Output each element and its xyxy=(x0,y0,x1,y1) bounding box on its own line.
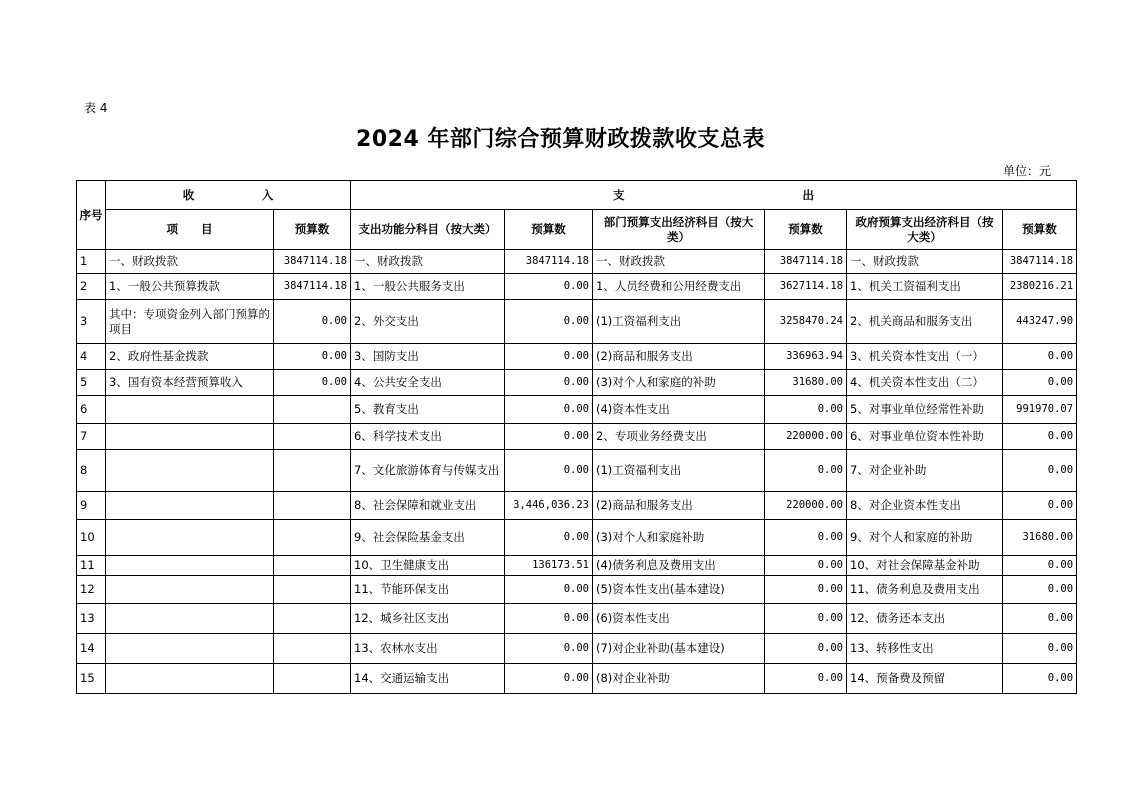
func-value: 136173.51 xyxy=(505,556,593,576)
func-header: 支出功能分科目（按大类） xyxy=(351,210,505,250)
func-item: 14、交通运输支出 xyxy=(351,664,505,694)
gov-econ-item: 8、对企业资本性支出 xyxy=(847,492,1003,520)
func-value: 0.00 xyxy=(505,424,593,450)
income-value: 3847114.18 xyxy=(274,250,351,274)
income-item: 其中：专项资金列入部门预算的项目 xyxy=(106,300,274,344)
income-item: 2、政府性基金拨款 xyxy=(106,344,274,370)
func-value: 0.00 xyxy=(505,450,593,492)
func-item: 一、财政拨款 xyxy=(351,250,505,274)
table-row xyxy=(77,556,1077,576)
gov-econ-value: 0.00 xyxy=(1003,450,1077,492)
dept-econ-value: 0.00 xyxy=(765,604,847,634)
income-value xyxy=(274,556,351,576)
gov-econ-value: 0.00 xyxy=(1003,344,1077,370)
income-item xyxy=(106,664,274,694)
table-row xyxy=(77,370,1077,396)
income-item xyxy=(106,604,274,634)
table-row xyxy=(77,250,1077,274)
gov-econ-item: 5、对事业单位经常性补助 xyxy=(847,396,1003,424)
dept-econ-value: 0.00 xyxy=(765,520,847,556)
income-value xyxy=(274,634,351,664)
gov-econ-item: 1、机关工资福利支出 xyxy=(847,274,1003,300)
table-row xyxy=(77,664,1077,694)
dept-econ-value: 0.00 xyxy=(765,576,847,604)
gov-econ-item: 11、债务利息及费用支出 xyxy=(847,576,1003,604)
table-row xyxy=(77,344,1077,370)
func-item: 2、外交支出 xyxy=(351,300,505,344)
gov-econ-item: 14、预备费及预留 xyxy=(847,664,1003,694)
func-value: 0.00 xyxy=(505,634,593,664)
income-value: 3847114.18 xyxy=(274,274,351,300)
row-number: 4 xyxy=(77,344,106,370)
dept-econ-value: 0.00 xyxy=(765,556,847,576)
income-value xyxy=(274,664,351,694)
table-row xyxy=(77,520,1077,556)
func-item: 8、社会保障和就业支出 xyxy=(351,492,505,520)
row-number: 10 xyxy=(77,520,106,556)
dept-econ-value: 3258470.24 xyxy=(765,300,847,344)
table-row xyxy=(77,396,1077,424)
func-item: 12、城乡社区支出 xyxy=(351,604,505,634)
gov-econ-value: 3847114.18 xyxy=(1003,250,1077,274)
income-value xyxy=(274,604,351,634)
gov-econ-item: 3、机关资本性支出（一） xyxy=(847,344,1003,370)
dept-econ-value: 220000.00 xyxy=(765,424,847,450)
income-item: 3、国有资本经营预算收入 xyxy=(106,370,274,396)
gov-econ-value: 991970.07 xyxy=(1003,396,1077,424)
income-item xyxy=(106,520,274,556)
row-number: 7 xyxy=(77,424,106,450)
table-row xyxy=(77,274,1077,300)
dept-econ-item: (4)债务利息及费用支出 xyxy=(593,556,765,576)
func-item: 6、科学技术支出 xyxy=(351,424,505,450)
func-value: 0.00 xyxy=(505,576,593,604)
gov-econ-value: 0.00 xyxy=(1003,370,1077,396)
dept-econ-item: (2)商品和服务支出 xyxy=(593,492,765,520)
income-item xyxy=(106,556,274,576)
table-row xyxy=(77,576,1077,604)
table-row xyxy=(77,450,1077,492)
gov-budget-header: 预算数 xyxy=(1003,210,1077,250)
table-row xyxy=(77,492,1077,520)
income-value: 0.00 xyxy=(274,370,351,396)
gov-econ-item: 一、财政拨款 xyxy=(847,250,1003,274)
dept-econ-item: (6)资本性支出 xyxy=(593,604,765,634)
dept-budget-header: 预算数 xyxy=(765,210,847,250)
expense-header: 支 出 xyxy=(351,181,1077,210)
gov-econ-value: 0.00 xyxy=(1003,664,1077,694)
income-header: 收 入 xyxy=(106,181,351,210)
func-value: 0.00 xyxy=(505,664,593,694)
income-item xyxy=(106,576,274,604)
dept-econ-value: 336963.94 xyxy=(765,344,847,370)
unit-label: 单位：元 xyxy=(1003,164,1052,178)
income-value xyxy=(274,492,351,520)
gov-econ-value: 0.00 xyxy=(1003,556,1077,576)
dept-econ-value: 3847114.18 xyxy=(765,250,847,274)
gov-econ-item: 4、机关资本性支出（二） xyxy=(847,370,1003,396)
row-number: 3 xyxy=(77,300,106,344)
gov-econ-value: 0.00 xyxy=(1003,424,1077,450)
gov-econ-item: 2、机关商品和服务支出 xyxy=(847,300,1003,344)
row-number: 12 xyxy=(77,576,106,604)
table-row xyxy=(77,300,1077,344)
gov-econ-item: 12、债务还本支出 xyxy=(847,604,1003,634)
row-number: 11 xyxy=(77,556,106,576)
income-item: 1、一般公共预算拨款 xyxy=(106,274,274,300)
dept-econ-item: (1)工资福利支出 xyxy=(593,450,765,492)
dept-econ-item: (2)商品和服务支出 xyxy=(593,344,765,370)
table-row xyxy=(77,424,1077,450)
func-budget-header: 预算数 xyxy=(505,210,593,250)
income-item: 一、财政拨款 xyxy=(106,250,274,274)
func-value: 0.00 xyxy=(505,370,593,396)
table-number: 表 4 xyxy=(84,101,108,115)
func-item: 13、农林水支出 xyxy=(351,634,505,664)
gov-econ-value: 0.00 xyxy=(1003,604,1077,634)
table-row xyxy=(77,634,1077,664)
gov-econ-value: 31680.00 xyxy=(1003,520,1077,556)
dept-econ-header: 部门预算支出经济科目（按大类） xyxy=(593,210,765,250)
gov-econ-header: 政府预算支出经济科目（按大类） xyxy=(847,210,1003,250)
income-value xyxy=(274,576,351,604)
income-value: 0.00 xyxy=(274,300,351,344)
dept-econ-value: 3627114.18 xyxy=(765,274,847,300)
row-number: 5 xyxy=(77,370,106,396)
gov-econ-item: 10、对社会保障基金补助 xyxy=(847,556,1003,576)
dept-econ-item: (4)资本性支出 xyxy=(593,396,765,424)
func-item: 3、国防支出 xyxy=(351,344,505,370)
row-number: 6 xyxy=(77,396,106,424)
dept-econ-item: (1)工资福利支出 xyxy=(593,300,765,344)
table-row xyxy=(77,604,1077,634)
func-value: 0.00 xyxy=(505,344,593,370)
func-value: 3,446,036.23 xyxy=(505,492,593,520)
income-item xyxy=(106,634,274,664)
func-value: 0.00 xyxy=(505,300,593,344)
income-item xyxy=(106,396,274,424)
dept-econ-value: 0.00 xyxy=(765,450,847,492)
dept-econ-item: (3)对个人和家庭的补助 xyxy=(593,370,765,396)
dept-econ-item: (7)对企业补助(基本建设) xyxy=(593,634,765,664)
gov-econ-item: 6、对事业单位资本性补助 xyxy=(847,424,1003,450)
row-number: 1 xyxy=(77,250,106,274)
budget-table xyxy=(76,180,1077,694)
gov-econ-value: 443247.90 xyxy=(1003,300,1077,344)
row-number: 2 xyxy=(77,274,106,300)
item-header: 项 目 xyxy=(106,210,274,250)
dept-econ-value: 0.00 xyxy=(765,396,847,424)
page-title: 2024 年部门综合预算财政拨款收支总表 xyxy=(356,127,765,152)
func-item: 4、公共安全支出 xyxy=(351,370,505,396)
gov-econ-value: 0.00 xyxy=(1003,492,1077,520)
dept-econ-value: 0.00 xyxy=(765,664,847,694)
row-number: 8 xyxy=(77,450,106,492)
dept-econ-item: (3)对个人和家庭补助 xyxy=(593,520,765,556)
dept-econ-item: (5)资本性支出(基本建设) xyxy=(593,576,765,604)
dept-econ-item: 一、财政拨款 xyxy=(593,250,765,274)
func-value: 3847114.18 xyxy=(505,250,593,274)
func-item: 9、社会保险基金支出 xyxy=(351,520,505,556)
income-item xyxy=(106,492,274,520)
income-value xyxy=(274,520,351,556)
func-item: 11、节能环保支出 xyxy=(351,576,505,604)
dept-econ-value: 31680.00 xyxy=(765,370,847,396)
row-number: 15 xyxy=(77,664,106,694)
income-value xyxy=(274,450,351,492)
dept-econ-value: 220000.00 xyxy=(765,492,847,520)
func-item: 7、文化旅游体育与传媒支出 xyxy=(351,450,505,492)
func-value: 0.00 xyxy=(505,274,593,300)
func-value: 0.00 xyxy=(505,604,593,634)
func-item: 5、教育支出 xyxy=(351,396,505,424)
dept-econ-item: 2、专项业务经费支出 xyxy=(593,424,765,450)
income-budget-header: 预算数 xyxy=(274,210,351,250)
gov-econ-value: 0.00 xyxy=(1003,576,1077,604)
income-item xyxy=(106,450,274,492)
func-value: 0.00 xyxy=(505,520,593,556)
income-value xyxy=(274,396,351,424)
gov-econ-value: 2380216.21 xyxy=(1003,274,1077,300)
dept-econ-item: 1、人员经费和公用经费支出 xyxy=(593,274,765,300)
income-value: 0.00 xyxy=(274,344,351,370)
func-value: 0.00 xyxy=(505,396,593,424)
gov-econ-value: 0.00 xyxy=(1003,634,1077,664)
func-item: 1、一般公共服务支出 xyxy=(351,274,505,300)
func-item: 10、卫生健康支出 xyxy=(351,556,505,576)
row-number: 14 xyxy=(77,634,106,664)
row-number: 13 xyxy=(77,604,106,634)
gov-econ-item: 9、对个人和家庭的补助 xyxy=(847,520,1003,556)
gov-econ-item: 13、转移性支出 xyxy=(847,634,1003,664)
income-item xyxy=(106,424,274,450)
seq-header: 序号 xyxy=(77,181,106,250)
row-number: 9 xyxy=(77,492,106,520)
dept-econ-value: 0.00 xyxy=(765,634,847,664)
dept-econ-item: (8)对企业补助 xyxy=(593,664,765,694)
gov-econ-item: 7、对企业补助 xyxy=(847,450,1003,492)
income-value xyxy=(274,424,351,450)
